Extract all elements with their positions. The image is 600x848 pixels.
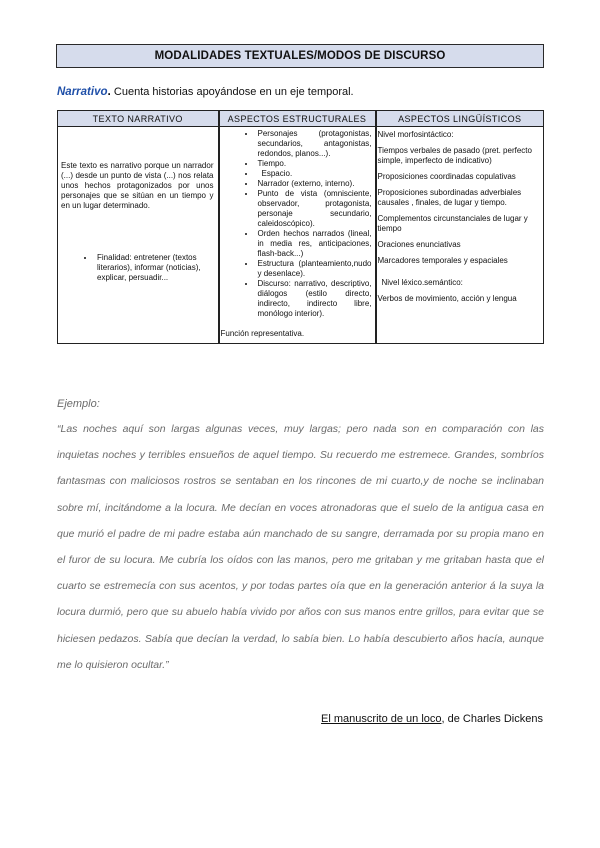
list-item: • Tiempo.	[256, 159, 372, 169]
list-item: Complementos circunstanciales de lugar y tiempo	[377, 214, 528, 233]
list-item: • Espacio.	[256, 169, 372, 179]
list-item: Proposiciones subordinadas adverbiales causales , finales, de lugar y tiempo.	[377, 188, 522, 207]
source-citation	[321, 713, 543, 725]
list-item: • Personajes (protagonistas, secundarios, antagonistas, redondos, planos...).	[256, 129, 372, 159]
intro-line	[57, 84, 354, 98]
list-item: • Finalidad: entretener (textos literarios), informar (noticias), explicar, persuadir...	[95, 253, 214, 283]
list-item: Tiempos verbales de pasado (pret. perfecto simple, imperfecto de indicativo)	[377, 146, 532, 165]
list-item: Verbos de movimiento, acción y lengua	[377, 294, 517, 303]
list-item: • Estructura (planteamiento,nudo y desenlace).	[256, 259, 372, 279]
narrative-table	[57, 110, 544, 344]
list-item: • Narrador (externo, interno).	[256, 179, 372, 189]
intro-text: Cuenta historias apoyándose en un eje temporal.	[113, 86, 354, 98]
book-title: El manuscrito de un loco	[321, 713, 442, 725]
narrative-description: Este texto es narrativo porque un narrador (...) desde un punto de vista (...) nos relata unos hechos protagonizados por unos personajes que se sitúan en un tiempo y en un lugar determinado.	[61, 161, 214, 210]
table-header-row	[58, 111, 544, 127]
intro-dot: .	[107, 84, 111, 98]
morpho-title: Nivel morfosintáctico:	[377, 130, 454, 139]
page-title: MODALIDADES TEXTUALES/MODOS DE DISCURSO	[56, 44, 544, 68]
texto-narrativo-cell	[58, 127, 219, 344]
list-item: Marcadores temporales y espaciales	[377, 256, 508, 265]
list-item: • Punto de vista (omnisciente, observador, protagonista, personaje secundario, caleidoscópico).	[256, 189, 372, 229]
header-texto-narrativo: TEXTO NARRATIVO	[58, 111, 219, 127]
header-aspectos-linguisticos: ASPECTOS LINGÜÍSTICOS	[376, 111, 544, 127]
list-item: Oraciones enunciativas	[377, 240, 461, 249]
finalidad-list	[61, 253, 214, 283]
aspectos-estructurales-cell	[219, 127, 376, 344]
funcion-representativa: Función representativa.	[220, 329, 305, 338]
list-item: Proposiciones coordinadas copulativas	[377, 172, 516, 181]
lexical-title: Nivel léxico.semántico:	[381, 278, 463, 287]
table-body-row	[58, 127, 544, 344]
book-attribution: , de Charles Dickens	[441, 713, 543, 725]
intro-term: Narrativo	[57, 86, 108, 98]
aspectos-linguisticos-cell	[376, 127, 544, 344]
header-aspectos-estructurales: ASPECTOS ESTRUCTURALES	[219, 111, 376, 127]
structural-list	[220, 129, 372, 319]
example-label: Ejemplo:	[57, 398, 100, 410]
list-item: • Orden hechos narrados (lineal, in media res, anticipaciones, flash-back...)	[256, 229, 372, 259]
list-item: • Discurso: narrativo, descriptivo, diálogos (estilo directo, indirecto, indirecto libre, monólogo interior).	[256, 279, 372, 319]
example-quote: “Las noches aquí son largas algunas veces, muy largas; pero nada son en comparación con las inquietas noches y terribles ensueños de aquel tiempo. Su recuerdo me estremece. Grandes, sombríos fantasmas con maliciosos rostros se sentaban en los rincones de mi cuarto,y de noche se inclinaban sobre mí, incitándome a la locura. Me decían en voces atronadoras que el suelo de la antigua casa en que murió el padre de mi padre estaba aún manchado de su sangre, derramada por su propia mano en el furor de su locura. Me cubría los oídos con las manos, pero me gritaban y me gritaban hasta que el cuarto se estremecía con sus acentos, y por todas partes oía que en la generación anterior á la suya la locura durmió, pero que su abuelo había vivido por años con sus manos entre grillos, para evitar que se hiciesen pedazos. Sabía que decían la verdad, lo sabía bien. Lo había descubierto años hacía, aunque me lo quisieron ocultar.”	[57, 423, 544, 671]
